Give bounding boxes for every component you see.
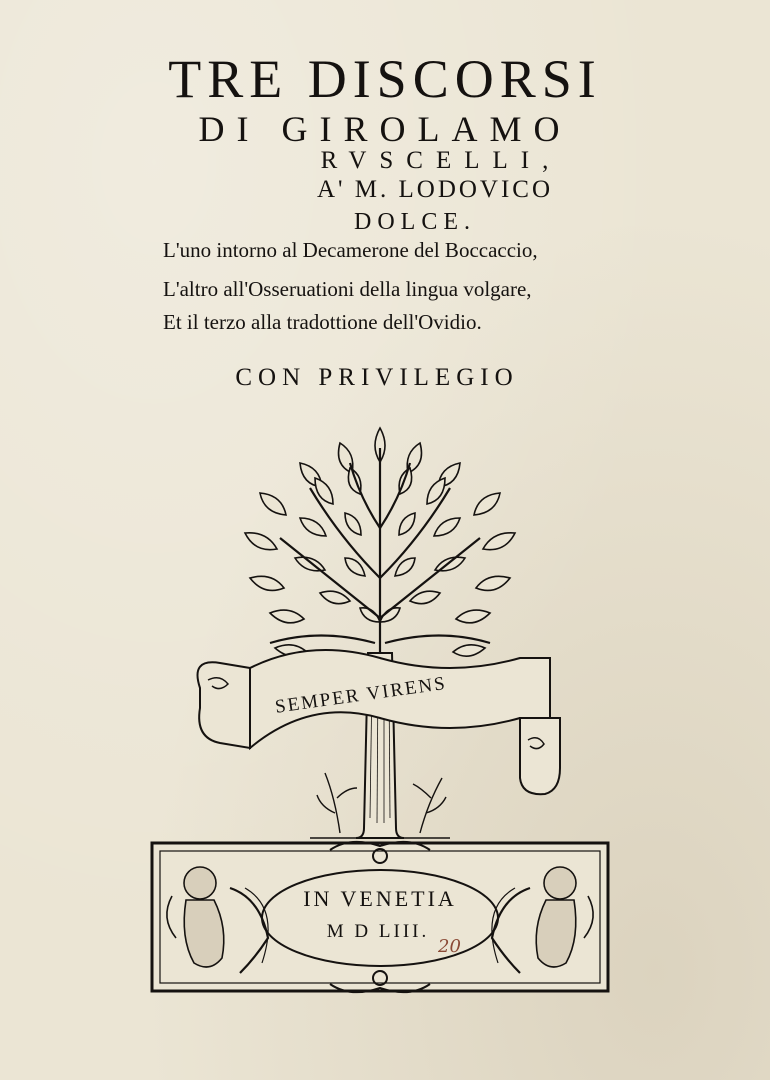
- imprint-date: M D LIII.: [326, 921, 430, 942]
- imprint-place: IN VENETIA: [303, 886, 457, 911]
- handwritten-number: 20: [438, 936, 461, 957]
- tree-crown-icon: [245, 428, 515, 658]
- book-title: TRE DISCORSI: [168, 49, 602, 109]
- dedicatee-surname: DOLCE.: [354, 209, 476, 235]
- description-line-1: L'uno intorno al Decamerone del Boccaccio,: [163, 238, 538, 262]
- author-surname: RVSCELLI,: [320, 147, 562, 174]
- cartouche-frame-icon: [152, 842, 608, 992]
- author-line: DI GIROLAMO: [198, 109, 572, 149]
- motto-text: SEMPER VIRENS: [273, 672, 448, 718]
- dedicatee-line: A' M. LODOVICO: [316, 176, 554, 203]
- description-line-2: L'altro all'Osseruationi della lingua volgare,: [163, 277, 532, 301]
- privilege-line: CON PRIVILEGIO: [235, 364, 519, 391]
- printers-device-woodcut: [150, 418, 610, 998]
- description-line-3: Et il terzo alla tradottione dell'Ovidio.: [163, 310, 482, 334]
